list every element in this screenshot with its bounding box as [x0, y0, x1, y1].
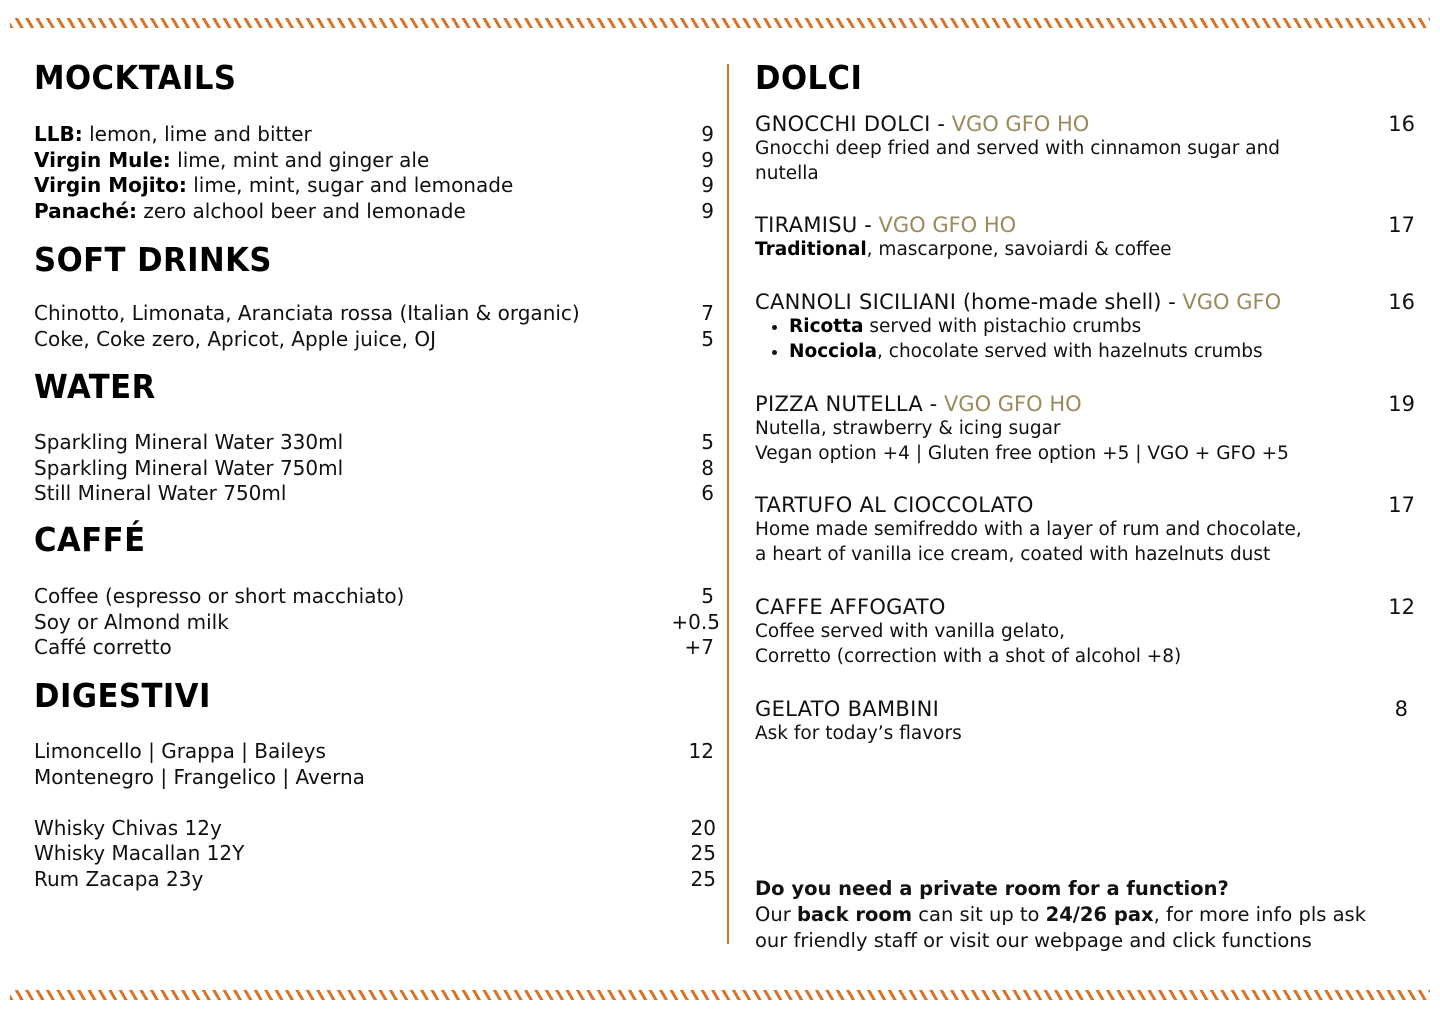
dish-price: 19: [1388, 392, 1415, 416]
dolci-column: [755, 0, 1420, 1018]
item-description: Sparkling Mineral Water 750ml: [34, 455, 344, 480]
menu-item: [34, 327, 720, 353]
dish-price: 17: [1388, 493, 1415, 517]
cannoli-options-list: [755, 315, 1375, 364]
item-price: 9: [701, 122, 714, 146]
menu-item: [34, 199, 720, 225]
dish-name: GNOCCHI DOLCI: [755, 112, 931, 136]
menu-item: [34, 301, 720, 327]
dish-tags: VGO GFO HO: [943, 392, 1082, 416]
item-description: zero alchool beer and lemonade: [137, 198, 466, 223]
digestivi-list: [34, 739, 720, 892]
dish-pizza-nutella: [755, 391, 1420, 466]
note-text: can sit up to: [912, 903, 1046, 926]
note-highlight: back room: [796, 903, 913, 926]
item-name: Virgin Mojito:: [34, 173, 187, 197]
menu-item: [34, 148, 720, 174]
menu-item: [34, 430, 720, 456]
section-title-mocktails: MOCKTAILS: [34, 58, 237, 97]
option-name: Ricotta: [789, 316, 864, 337]
option-name: Nocciola: [789, 340, 878, 362]
note-highlight: 24/26 pax: [1045, 903, 1154, 926]
menu-item: [34, 739, 720, 765]
dish-name: TIRAMISU: [755, 213, 858, 237]
item-description: Rum Zacapa 23y: [34, 866, 204, 891]
item-price: 25: [690, 841, 716, 865]
section-title-water: WATER: [34, 367, 156, 406]
dish-separator: -: [923, 392, 944, 416]
item-price: +0.5: [671, 609, 720, 634]
mocktails-list: [34, 122, 720, 224]
dish-description: a heart of vanilla ice cream, coated with hazelnuts dust: [755, 543, 1271, 565]
item-description: Coke, Coke zero, Apricot, Apple juice, OJ: [34, 326, 437, 351]
dish-price: 17: [1388, 213, 1415, 237]
menu-item: [34, 867, 720, 893]
dish-description: Coffee served with vanilla gelato,: [755, 621, 1066, 642]
item-description: Soy or Almond milk: [34, 609, 229, 634]
menu-item: [34, 122, 720, 148]
menu-item: [34, 765, 720, 791]
dish-description: Gnocchi deep fried and served with cinnamon sugar and: [755, 138, 1281, 159]
dish-tags: VGO GFO HO: [878, 213, 1017, 237]
dish-description: Nutella, strawberry & icing sugar: [755, 418, 1061, 439]
option-description: served with pistachio crumbs: [863, 316, 1142, 337]
item-description: lemon, lime and bitter: [82, 122, 312, 146]
section-title-soft-drinks: SOFT DRINKS: [34, 240, 272, 279]
item-price: 5: [701, 326, 714, 351]
item-price: 9: [701, 147, 714, 172]
dish-gelato-bambini: [755, 696, 1420, 747]
dish-description: Home made semifreddo with a layer of rum and chocolate,: [755, 519, 1302, 540]
dish-name: TARTUFO AL CIOCCOLATO: [755, 493, 1034, 517]
section-title-digestivi: DIGESTIVI: [34, 676, 211, 715]
menu-item: [34, 173, 720, 199]
item-description: Coffee (espresso or short macchiato): [34, 584, 405, 608]
private-room-note: [755, 876, 1420, 954]
menu-item: [34, 481, 720, 507]
water-list: [34, 430, 720, 507]
item-price: 5: [701, 584, 714, 608]
item-description: Whisky Chivas 12y: [34, 815, 222, 840]
dish-price: 8: [1394, 697, 1408, 721]
dish-description: Corretto (correction with a shot of alcohol +8): [755, 645, 1182, 667]
note-text: , for more info pls ask: [1153, 903, 1367, 926]
item-description: Sparkling Mineral Water 330ml: [34, 430, 344, 454]
menu-item: [34, 816, 720, 842]
menu-item: [34, 584, 720, 610]
option-description: , chocolate served with hazelnuts crumbs: [877, 340, 1263, 362]
item-price: 25: [690, 866, 716, 891]
item-description: Chinotto, Limonata, Aranciata rossa (Italian & organic): [34, 301, 580, 325]
menu-item: [34, 456, 720, 482]
item-description: lime, mint and ginger ale: [170, 147, 430, 172]
dish-separator: -: [1161, 290, 1183, 314]
dish-name: PIZZA NUTELLA: [755, 392, 923, 416]
menu-item: [34, 635, 720, 661]
caffe-list: [34, 584, 720, 661]
dish-price: 16: [1388, 112, 1415, 136]
item-price: 5: [701, 430, 714, 454]
note-text: Our: [755, 903, 797, 926]
item-price: 7: [701, 301, 714, 325]
soft-drinks-list: [34, 301, 720, 352]
item-name: Virgin Mule:: [34, 147, 171, 172]
item-description: Montenegro | Frangelico | Averna: [34, 764, 365, 789]
menu-item: [34, 841, 720, 867]
dish-tiramisu: [755, 212, 1420, 263]
dish-tartufo-al-cioccolato: [755, 492, 1420, 567]
drinks-column: [34, 0, 720, 1018]
note-text: our friendly staff or visit our webpage and click functions: [755, 929, 1312, 952]
item-description: Caffé corretto: [34, 635, 172, 659]
item-price: 9: [701, 198, 714, 223]
item-description: Still Mineral Water 750ml: [34, 481, 287, 505]
dish-separator: -: [930, 112, 952, 136]
list-spacer: [34, 790, 720, 816]
dish-name-suffix: (home-made shell): [956, 290, 1162, 314]
column-divider: [727, 64, 729, 944]
dish-price: 12: [1388, 595, 1415, 619]
item-price: 12: [688, 739, 714, 763]
dish-description-highlight: Traditional: [755, 239, 867, 260]
dish-separator: -: [857, 213, 879, 237]
dish-name: CAFFE AFFOGATO: [755, 595, 946, 619]
dish-tags: VGO GFO HO: [951, 112, 1090, 136]
item-price: 8: [701, 455, 714, 480]
dish-price: 16: [1388, 290, 1415, 314]
item-price: 9: [701, 173, 714, 197]
note-question: Do you need a private room for a function?: [755, 877, 1229, 900]
item-description: Whisky Macallan 12Y: [34, 841, 245, 865]
list-item: [789, 315, 1375, 340]
dish-cannoli-siciliani: [755, 289, 1420, 364]
item-description: Limoncello | Grappa | Baileys: [34, 739, 326, 763]
menu-item: [34, 610, 720, 636]
dish-tags: VGO GFO: [1182, 290, 1282, 314]
item-name: Panaché:: [34, 198, 138, 223]
dish-name: CANNOLI SICILIANI: [755, 290, 957, 314]
section-title-dolci: DOLCI: [755, 58, 863, 97]
item-price: 20: [690, 815, 716, 840]
section-title-caffe: CAFFÉ: [34, 520, 146, 559]
item-name: LLB:: [34, 122, 83, 146]
dish-gnocchi-dolci: [755, 111, 1420, 186]
dish-description: Vegan option +4 | Gluten free option +5 | VGO + GFO +5: [755, 442, 1289, 464]
dish-name: GELATO BAMBINI: [755, 697, 940, 721]
dish-description: Ask for today’s flavors: [755, 723, 962, 744]
dish-description: , mascarpone, savoiardi & coffee: [866, 239, 1172, 260]
item-price: +7: [684, 635, 714, 659]
dish-caffe-affogato: [755, 594, 1420, 669]
list-item: [789, 340, 1375, 365]
dish-description: nutella: [755, 162, 819, 184]
item-price: 6: [701, 481, 714, 505]
item-description: lime, mint, sugar and lemonade: [186, 173, 514, 197]
